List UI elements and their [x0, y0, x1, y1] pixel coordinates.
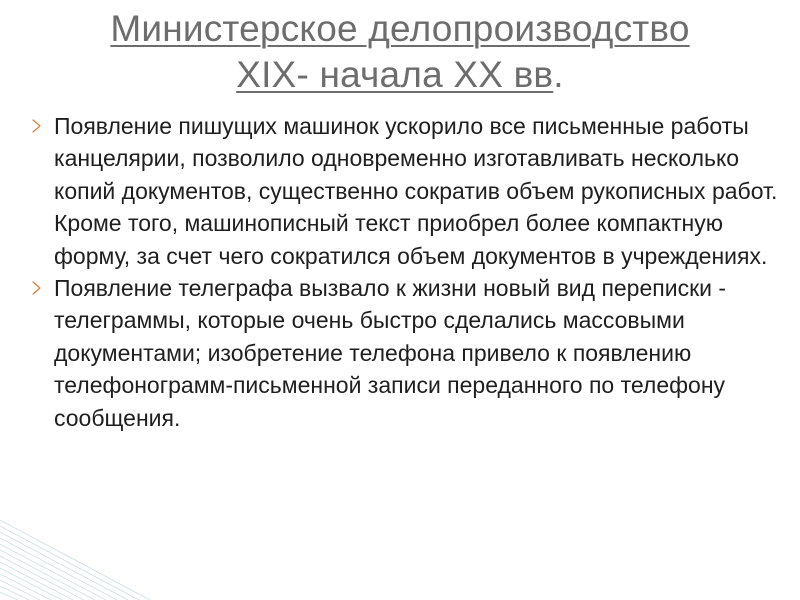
title-line-2: [20, 52, 780, 98]
title-line-2-text: XIX- начала XX вв: [236, 54, 554, 95]
bullet-text: Появление телеграфа вызвало к жизни новый вид переписки - телеграммы, которые очень быстро сделались массовыми документами; изобретение телефона привело к появлению телефонограмм-письменной записи переданного по телефону сообщения.: [54, 275, 727, 431]
bullet-text: Появление пишущих машинок ускорило все письменные работы канцелярии, позволило одновременно изготавливать несколько копий документов, существенно сократив объем рукописных работ. Кроме того, машинописный текст приобрел более компактную форму, за счет чего сократился объем документов в учреждениях.: [54, 113, 778, 269]
chevron-outline-icon: [30, 112, 44, 140]
decorative-corner-lines: [0, 490, 170, 600]
bullet-list: [30, 110, 790, 434]
chevron-outline-icon: [30, 274, 44, 302]
list-item: [30, 272, 790, 434]
title-line-2-period: .: [553, 54, 564, 95]
list-item: [30, 110, 790, 272]
slide-title: [20, 6, 780, 98]
title-line-1: Министерское делопроизводство: [110, 8, 690, 49]
